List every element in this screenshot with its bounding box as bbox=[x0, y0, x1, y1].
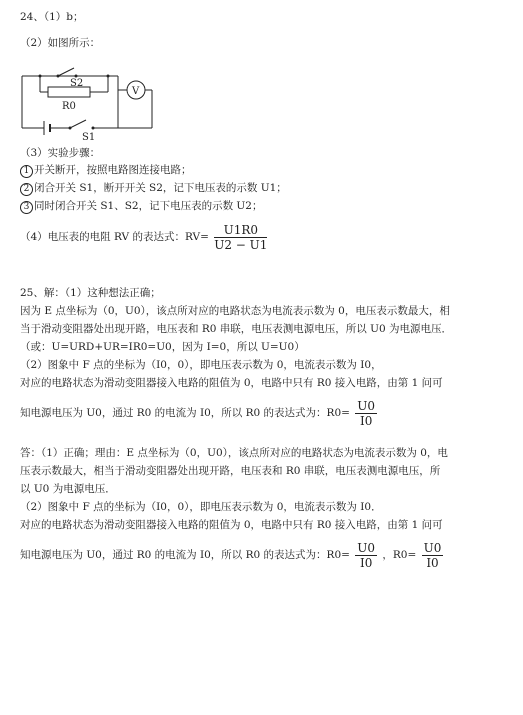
q25-p1-line1: 因为 E 点坐标为（0，U0），该点所对应的电路状态为电流表示数为 0，电压表示数最大，相 bbox=[20, 305, 450, 317]
q25-p2-line0: 答：（1）正确；理由：E 点坐标为（0，U0），该点所对应的电路状态为电流表示数为 0，电 bbox=[20, 447, 448, 459]
q25-p2-line4: 对应的电路状态为滑动变阻器接入电路的阻值为 0，电路中只有 R0 接入电路，由第 1 问可 bbox=[20, 519, 443, 531]
q25-p2-expression: 知电源电压为 U0，通过 R0 的电流为 I0，所以 R0 的表达式为：R0= $\frac{U0}{I0}$ ，R0= $\frac{U0}{I0}$ bbox=[20, 540, 442, 570]
q24-expression: （4）电压表的电阻 RV 的表达式：RV= $\frac{U1R0}{U2 - U1}$ bbox=[20, 222, 268, 252]
step-title: （3）实验步骤： bbox=[20, 147, 101, 159]
q25-p2-line1: 压表示数最大，相当于滑动变阻器处出现开路，电压表和 R0 串联，电压表测电源电压，所 bbox=[20, 465, 441, 477]
label-r0: R0 bbox=[62, 101, 76, 112]
label-v: V bbox=[132, 86, 140, 97]
q25-p1-line0: 25、解：（1）这种想法正确； bbox=[20, 287, 161, 299]
label-s2: S2 bbox=[70, 78, 84, 89]
q25-p2-line2: 以 U0 为电源电压． bbox=[20, 483, 116, 495]
label-s1: S1 bbox=[82, 132, 96, 142]
resistor-r0 bbox=[48, 87, 90, 97]
rv-fraction: $\frac{U1R0}{U2 - U1}$ bbox=[214, 222, 268, 252]
q25-p1-line3: （或：U=URD+UR=IR0=U0，因为 I=0，所以 U=U0） bbox=[20, 341, 305, 353]
r0-fraction: $\frac{U0}{I0}$ bbox=[357, 398, 376, 428]
switch-s2-blade bbox=[58, 68, 74, 76]
q25-p1-expression: 知电源电压为 U0，通过 R0 的电流为 I0，所以 R0 的表达式为：R0= $\frac{U0}{I0}$ bbox=[20, 398, 376, 428]
q24-line1: 24、（1）b； bbox=[20, 11, 84, 23]
step-2: 2 闭合开关 S1，断开开关 S2，记下电压表的示数 U1； bbox=[20, 181, 287, 196]
step-1: 1 开关断开，按照电路图连接电路； bbox=[20, 163, 192, 178]
switch-s1-blade bbox=[70, 120, 86, 128]
step-3: 3 同时闭合开关 S1、S2，记下电压表的示数 U2； bbox=[20, 199, 262, 214]
r0-fraction-a: $\frac{U0}{I0}$ bbox=[357, 540, 376, 570]
q24-line2: （2）如图所示： bbox=[20, 37, 101, 49]
q25-p1-line5: 对应的电路状态为滑动变阻器接入电路的阻值为 0，电路中只有 R0 接入电路，由第 1 问可 bbox=[20, 377, 443, 389]
circuit-diagram bbox=[18, 60, 158, 142]
r0-fraction-b: $\frac{U0}{I0}$ bbox=[423, 540, 442, 570]
q25-p2-line3: （2）图象中 F 点的坐标为（I0，0），即电压表示数为 0，电流表示数为 I0． bbox=[20, 501, 382, 513]
q25-p1-line4: （2）图象中 F 点的坐标为（I0，0），即电压表示数为 0，电流表示数为 I0， bbox=[20, 359, 382, 371]
q25-p1-line2: 当于滑动变阻器处出现开路，电压表和 R0 串联，电压表测电源电压，所以 U0 为电源电压． bbox=[20, 323, 452, 335]
